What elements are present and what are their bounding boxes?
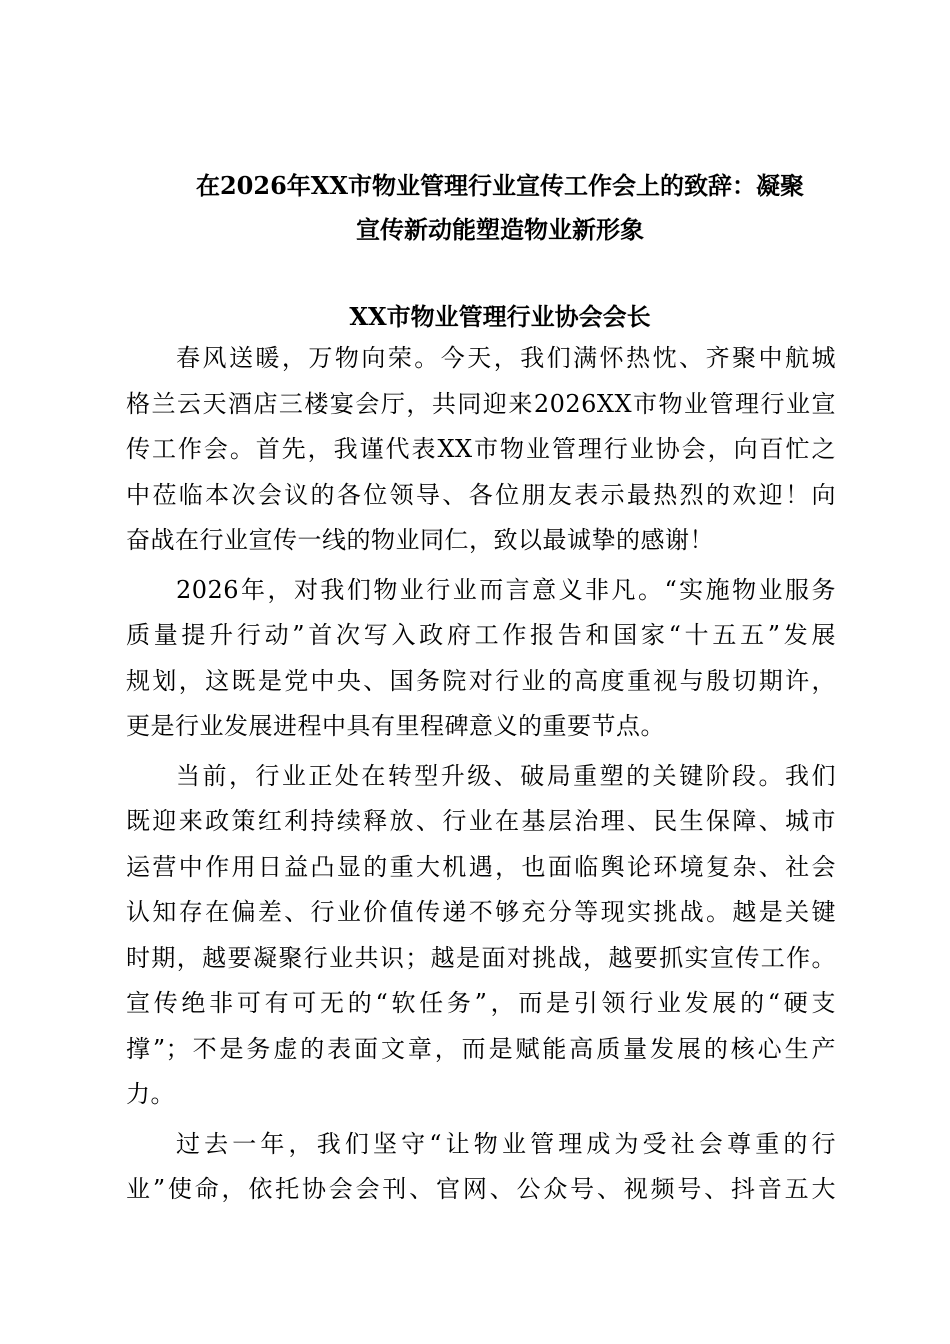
text-line: 业”使命，依托协会会刊、官网、公众号、视频号、抖音五大 bbox=[126, 1175, 836, 1203]
text-line: 运营中作用日益凸显的重大机遇，也面临舆论环境复杂、社会 bbox=[126, 852, 836, 881]
text-line: 既迎来政策红利持续释放、行业在基层治理、民生保障、城市 bbox=[126, 807, 836, 835]
text-line: 宣传绝非可有可无的“软任务”，而是引领行业发展的“硬支 bbox=[126, 989, 836, 1017]
paragraph bbox=[126, 336, 836, 564]
document-body bbox=[126, 336, 836, 1213]
text-line: 当前，行业正处在转型升级、破局重塑的关键阶段。我们 bbox=[176, 761, 836, 790]
text-line: 春风送暖，万物向荣。今天，我们满怀热忱、齐聚中航城 bbox=[176, 344, 836, 372]
author-line: XX市物业管理行业协会会长 bbox=[349, 302, 651, 331]
document-title-line-2: 宣传新动能塑造物业新形象 bbox=[356, 215, 644, 244]
paragraph bbox=[126, 568, 836, 750]
text-line: 规划，这既是党中央、国务院对行业的高度重视与殷切期许， bbox=[126, 666, 836, 695]
text-line: 认知存在偏差、行业价值传递不够充分等现实挑战。越是关键 bbox=[126, 898, 836, 926]
text-line: 时期，越要凝聚行业共识；越是面对挑战，越要抓实宣传工作。 bbox=[126, 943, 836, 972]
text-line: 格兰云天酒店三楼宴会厅，共同迎来2026XX市物业管理行业宣 bbox=[126, 389, 836, 418]
text-line: 中莅临本次会议的各位领导、各位朋友表示最热烈的欢迎！向 bbox=[126, 480, 836, 509]
text-line: 2026年，对我们物业行业而言意义非凡。“实施物业服务 bbox=[176, 575, 836, 604]
text-line: 奋战在行业宣传一线的物业同仁，致以最诚挚的感谢！ bbox=[126, 526, 714, 554]
document-title-line-1: 在2026年XX市物业管理行业宣传工作会上的致辞：凝聚 bbox=[195, 171, 805, 200]
text-line: 力。 bbox=[126, 1080, 175, 1108]
paragraph bbox=[126, 1122, 836, 1213]
text-line: 过去一年，我们坚守“让物业管理成为受社会尊重的行 bbox=[176, 1129, 836, 1158]
paragraph bbox=[126, 754, 836, 1118]
text-line: 传工作会。首先，我谨代表XX市物业管理行业协会，向百忙之 bbox=[126, 435, 836, 463]
text-line: 质量提升行动”首次写入政府工作报告和国家“十五五”发展 bbox=[126, 621, 836, 649]
text-line: 撑”；不是务虚的表面文章，而是赋能高质量发展的核心生产 bbox=[126, 1034, 836, 1063]
text-line: 更是行业发展进程中具有里程碑意义的重要节点。 bbox=[126, 712, 665, 740]
